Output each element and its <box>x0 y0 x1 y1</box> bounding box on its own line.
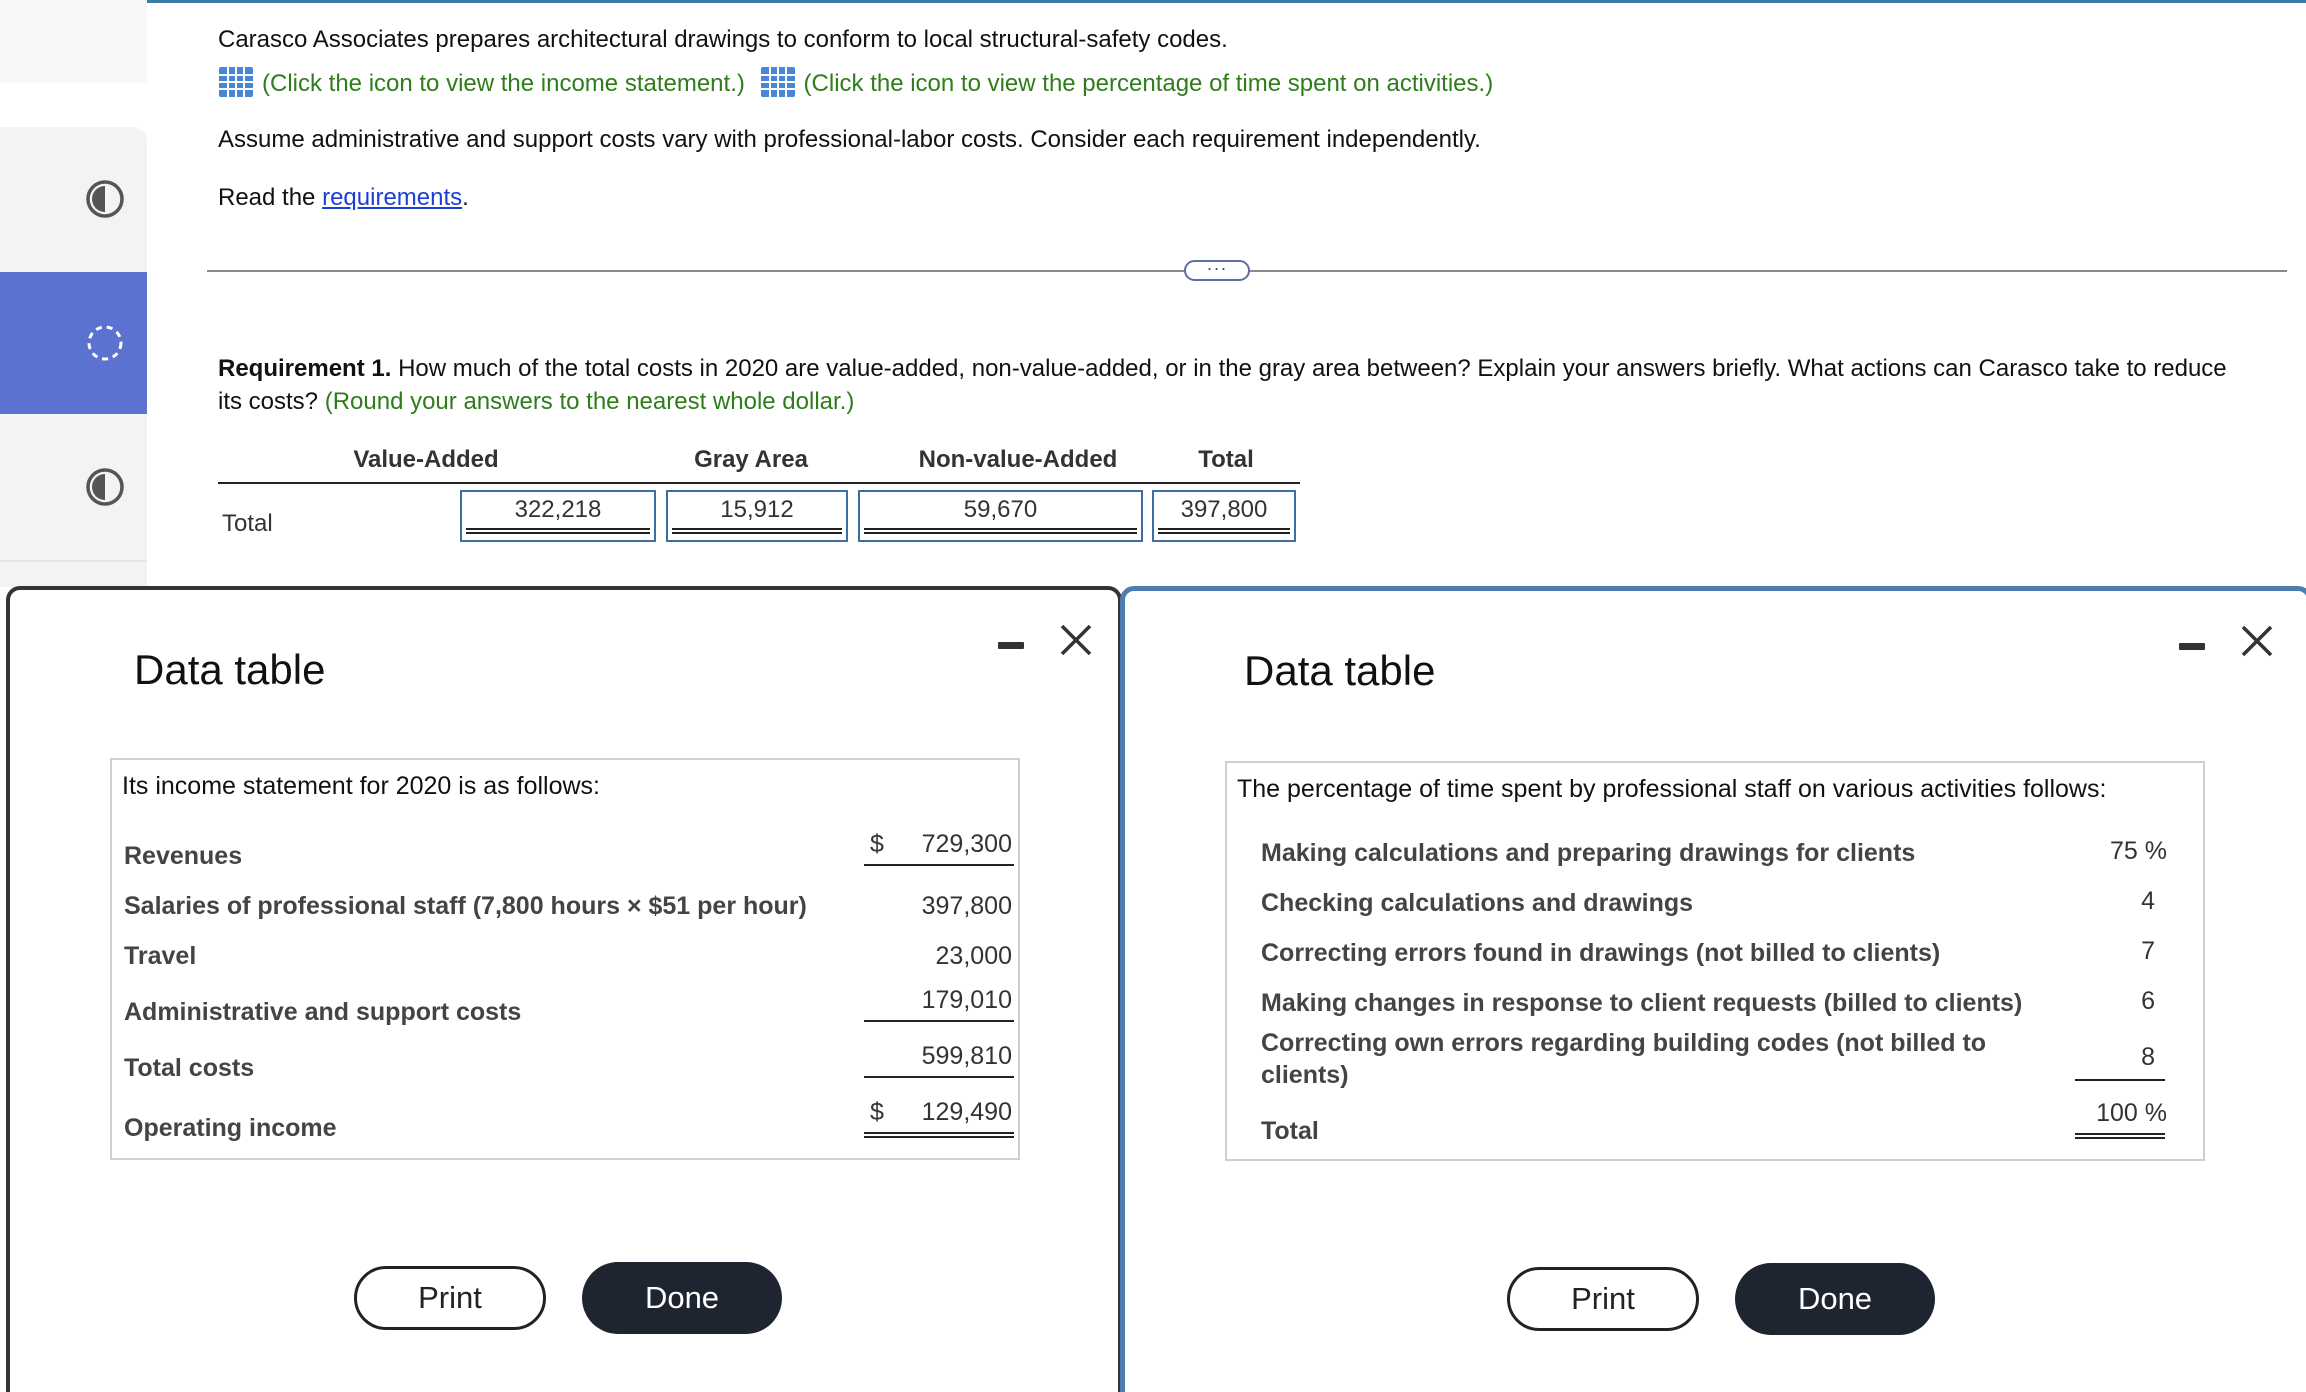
minimize-icon[interactable] <box>2179 643 2205 650</box>
row-salaries: Salaries of professional staff (7,800 hours × $51 per hour) <box>124 892 807 920</box>
income-intro: Its income statement for 2020 is as follows: <box>122 772 600 800</box>
done-button[interactable]: Done <box>582 1262 782 1334</box>
row-operating-income: Operating income <box>124 1114 337 1142</box>
row-total-costs: Total costs <box>124 1054 255 1082</box>
top-accent-bar <box>0 0 2306 3</box>
non-value-added-value: 59,670 <box>963 496 1038 523</box>
total-value: 397,800 <box>1180 496 1268 523</box>
rail-separator <box>0 560 147 562</box>
assumption-text: Assume administrative and support costs vary with professional-labor costs. Consider each requirement independently. <box>218 126 1481 153</box>
gray-area-value: 15,912 <box>720 496 794 523</box>
dollar-sign: $ <box>870 1098 884 1126</box>
activities-panel <box>1225 761 2205 1161</box>
activity-value: 7 <box>2141 937 2155 965</box>
activity-total-value: 100 % <box>2096 1099 2167 1127</box>
row-admin-support: Administrative and support costs <box>124 998 522 1026</box>
minimize-icon[interactable] <box>998 642 1024 649</box>
activity-row: Correcting errors found in drawings (not billed to clients) <box>1261 939 1941 967</box>
activities-intro: The percentage of time spent by professional staff on various activities follows: <box>1237 775 2107 803</box>
admin-support-value: 179,010 <box>921 986 1012 1014</box>
read-requirements-line <box>218 184 469 212</box>
activity-row: Making changes in response to client requests (billed to clients) <box>1261 989 2023 1017</box>
activity-total-row: Total <box>1261 1117 1319 1145</box>
close-icon[interactable] <box>2239 623 2275 659</box>
gray-area-input[interactable] <box>666 490 848 542</box>
activities-dialog <box>1120 586 2306 1392</box>
activity-row: Correcting own errors regarding building codes (not billed to clients) <box>1261 1029 1987 1089</box>
dashed-circle-status-icon[interactable] <box>84 322 126 364</box>
read-prefix: Read the <box>218 184 316 211</box>
table-grid-icon[interactable] <box>760 66 796 98</box>
operating-income-value: 129,490 <box>921 1098 1012 1126</box>
total-costs-value: 599,810 <box>921 1042 1012 1070</box>
read-suffix: . <box>462 184 469 211</box>
dollar-sign: $ <box>870 830 884 858</box>
row-label-total: Total <box>222 510 273 537</box>
activity-row: Checking calculations and drawings <box>1261 889 1694 917</box>
close-icon[interactable] <box>1058 622 1094 658</box>
value-added-input[interactable] <box>460 490 656 542</box>
table-grid-icon[interactable] <box>218 66 254 98</box>
data-links-line <box>218 66 1493 98</box>
revenues-value: 729,300 <box>921 830 1012 858</box>
income-statement-link[interactable]: (Click the icon to view the income statement.) <box>262 70 745 97</box>
activity-value: 6 <box>2141 987 2155 1015</box>
header-total: Total <box>1198 446 1254 473</box>
value-added-value: 322,218 <box>514 496 602 523</box>
print-button[interactable]: Print <box>354 1266 546 1330</box>
non-value-added-input[interactable] <box>858 490 1143 542</box>
header-non-value-added: Non-value-Added <box>918 446 1118 473</box>
problem-intro: Carasco Associates prepares architectural drawings to conform to local structural-safety codes. <box>218 26 1228 53</box>
dialog-title: Data table <box>134 646 326 693</box>
requirement-label: Requirement 1. <box>218 355 392 382</box>
row-revenues: Revenues <box>124 842 243 870</box>
requirement-1-text <box>218 352 2238 418</box>
income-statement-panel <box>110 758 1020 1160</box>
row-travel: Travel <box>124 942 197 970</box>
half-circle-status-icon[interactable] <box>84 466 126 508</box>
rounding-hint: (Round your answers to the nearest whole dollar.) <box>324 388 855 415</box>
requirements-link[interactable]: requirements <box>322 184 463 211</box>
dialog-title: Data table <box>1244 647 1436 694</box>
income-statement-dialog <box>6 586 1122 1392</box>
activity-value: 75 % <box>2110 837 2167 865</box>
print-button[interactable]: Print <box>1507 1267 1699 1331</box>
header-gray-area: Gray Area <box>694 446 808 473</box>
rail-top-area <box>0 0 147 83</box>
done-button[interactable]: Done <box>1735 1263 1935 1335</box>
requirement-question: How much of the total costs in 2020 are value-added, non-value-added, or in the gray area between? Explain your answers briefly. What actions can Carasco take to reduce its costs? <box>218 355 2227 415</box>
header-rule <box>218 482 1300 484</box>
activity-value: 4 <box>2141 887 2155 915</box>
total-input[interactable] <box>1152 490 1296 542</box>
salaries-value: 397,800 <box>921 892 1012 920</box>
expand-more-button[interactable]: ··· <box>1184 260 1250 281</box>
header-value-added: Value-Added <box>353 446 499 473</box>
activities-percentage-link[interactable]: (Click the icon to view the percentage of time spent on activities.) <box>803 70 1494 97</box>
activity-value: 8 <box>2141 1043 2155 1071</box>
half-circle-status-icon[interactable] <box>84 178 126 220</box>
travel-value: 23,000 <box>935 942 1012 970</box>
activity-row: Making calculations and preparing drawings for clients <box>1261 839 1916 867</box>
